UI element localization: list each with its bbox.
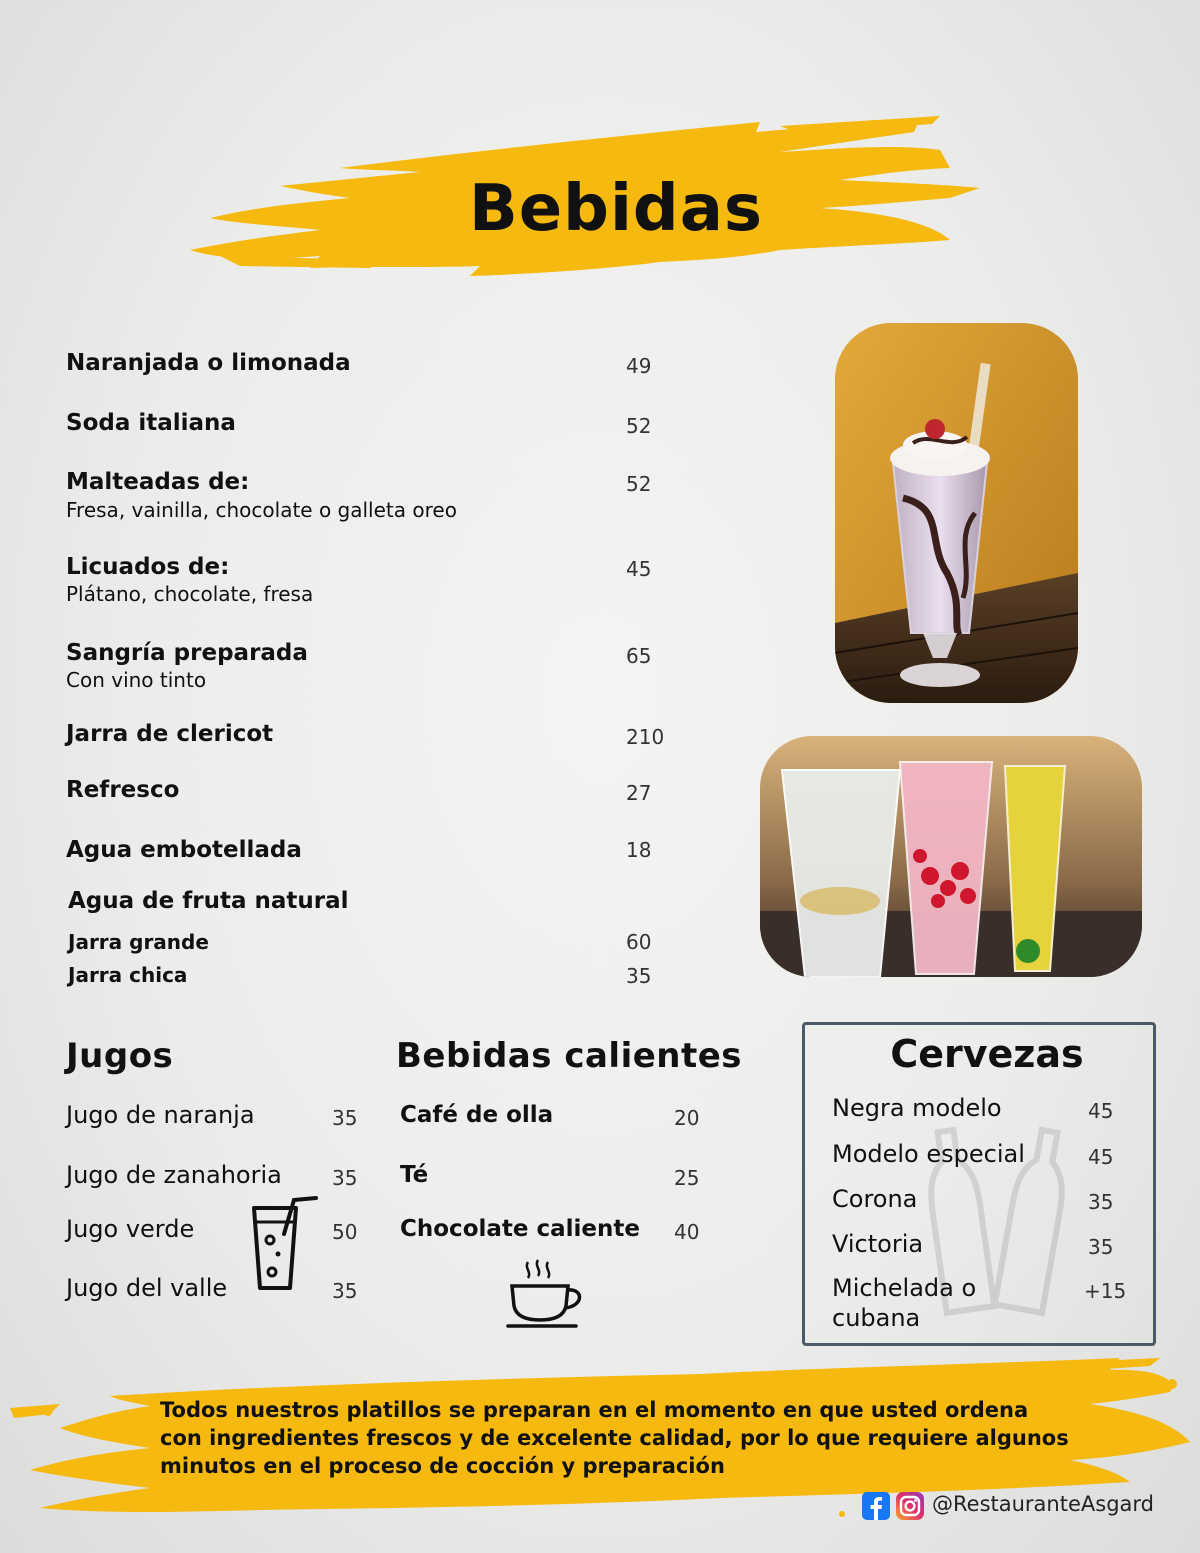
option-name: Jarra chica: [68, 963, 188, 987]
drink-name: Naranjada o limonada: [66, 350, 351, 376]
drink-name: Malteadas de:: [66, 469, 250, 495]
hot-drink-price: 20: [674, 1106, 700, 1130]
hot-drink-name: Té: [400, 1162, 429, 1188]
drink-name: Refresco: [66, 777, 180, 803]
beer-name: Michelada o: [832, 1274, 977, 1302]
drink-price: 65: [626, 644, 652, 668]
juice-price: 50: [332, 1220, 358, 1244]
beer-price: 35: [1088, 1235, 1114, 1259]
milkshake-photo: [835, 323, 1078, 703]
option-name: Jarra grande: [68, 930, 209, 954]
drink-name: Jarra de clericot: [66, 721, 274, 747]
juice-name: Jugo del valle: [66, 1274, 228, 1302]
social-handle[interactable]: @RestauranteAsgard: [932, 1492, 1154, 1516]
drink-price: 45: [626, 557, 652, 581]
jugos-heading: Jugos: [66, 1036, 174, 1076]
drink-description: Fresa, vainilla, chocolate o galleta oreo: [66, 498, 457, 522]
page-title: Bebidas: [468, 172, 764, 246]
drink-price: 49: [626, 354, 652, 378]
drink-name: Agua embotellada: [66, 837, 302, 863]
option-price: 60: [626, 930, 652, 954]
footer-notice: [160, 1396, 1100, 1480]
juice-glass-icon: [246, 1194, 322, 1294]
beer-name-continued: cubana: [832, 1304, 921, 1332]
beer-price: 45: [1088, 1099, 1114, 1123]
footer-line: con ingredientes frescos y de excelente calidad, por lo que requiere algunos: [160, 1426, 1069, 1450]
instagram-icon[interactable]: [896, 1492, 924, 1520]
facebook-icon[interactable]: [862, 1492, 890, 1520]
italian-sodas-photo: [760, 736, 1142, 977]
juice-name: Jugo de zanahoria: [66, 1161, 282, 1189]
drink-description: Plátano, chocolate, fresa: [66, 582, 314, 606]
hot-drink-price: 25: [674, 1166, 700, 1190]
drink-price: 52: [626, 472, 652, 496]
drink-price: 52: [626, 414, 652, 438]
footer-line: minutos en el proceso de cocción y preparación: [160, 1454, 725, 1478]
drink-price: 18: [626, 838, 652, 862]
juice-price: 35: [332, 1166, 358, 1190]
hot-drink-name: Café de olla: [400, 1102, 554, 1128]
drink-description: Con vino tinto: [66, 668, 207, 692]
cervezas-heading: Cervezas: [890, 1032, 1084, 1076]
drink-name: Sangría preparada: [66, 640, 308, 666]
beer-price: +15: [1084, 1279, 1127, 1303]
hot-drink-name: Chocolate caliente: [400, 1216, 640, 1242]
drink-name: Licuados de:: [66, 554, 230, 580]
beer-name: Victoria: [832, 1230, 924, 1258]
drink-name: Soda italiana: [66, 410, 236, 436]
drink-price: 27: [626, 781, 652, 805]
beer-price: 35: [1088, 1190, 1114, 1214]
drink-price: 210: [626, 725, 665, 749]
juice-price: 35: [332, 1279, 358, 1303]
drink-name: Agua de fruta natural: [68, 888, 349, 914]
hot-drink-price: 40: [674, 1220, 700, 1244]
juice-price: 35: [332, 1106, 358, 1130]
option-price: 35: [626, 964, 652, 988]
calientes-heading: Bebidas calientes: [396, 1036, 743, 1076]
beer-price: 45: [1088, 1145, 1114, 1169]
coffee-cup-icon: [504, 1258, 588, 1334]
footer-line: Todos nuestros platillos se preparan en el momento en que usted ordena: [160, 1398, 1029, 1422]
beer-name: Corona: [832, 1185, 918, 1213]
beer-name: Modelo especial: [832, 1140, 1025, 1168]
beer-name: Negra modelo: [832, 1094, 1002, 1122]
juice-name: Jugo de naranja: [66, 1101, 255, 1129]
juice-name: Jugo verde: [66, 1215, 195, 1243]
